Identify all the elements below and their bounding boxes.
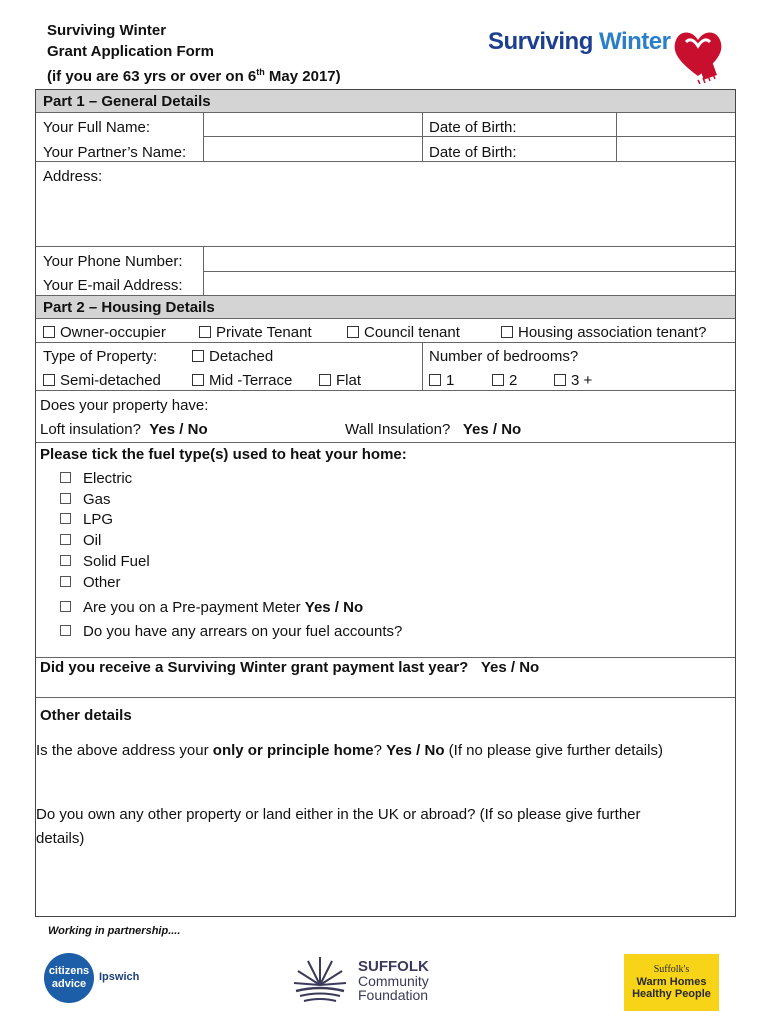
address-field[interactable]	[36, 186, 733, 246]
wall-yes-no[interactable]: Yes / No	[462, 421, 522, 438]
checkbox[interactable]	[347, 326, 359, 338]
tenure-council[interactable]: Council tenant	[347, 324, 460, 342]
checkbox[interactable]	[60, 472, 71, 483]
dob-field-1[interactable]	[617, 113, 733, 135]
type-mid-terrace[interactable]: Mid -Terrace	[192, 372, 292, 390]
fuel-other[interactable]: Other	[60, 574, 121, 592]
warm-homes-logo: Suffolk's Warm Homes Healthy People	[624, 954, 719, 1011]
checkbox[interactable]	[192, 350, 204, 362]
other-details-field[interactable]	[36, 850, 733, 914]
email-field[interactable]	[204, 272, 733, 294]
dob-label-1: Date of Birth:	[429, 119, 517, 136]
bedrooms-2[interactable]: 2	[492, 372, 517, 390]
fuel-heading: Please tick the fuel type(s) used to heat your home:	[40, 446, 407, 463]
checkbox[interactable]	[60, 601, 71, 612]
property-type-label: Type of Property:	[43, 348, 158, 365]
principle-home-question: Is the above address your only or principle home? Yes / No (If no please give further details)	[36, 742, 663, 759]
checkbox[interactable]	[199, 326, 211, 338]
principle-home-yes-no[interactable]: Yes / No	[386, 742, 445, 759]
fuel-solid[interactable]: Solid Fuel	[60, 553, 150, 571]
checkbox[interactable]	[60, 576, 71, 587]
bedrooms-label: Number of bedrooms?	[429, 348, 579, 365]
tenure-owner[interactable]: Owner-occupier	[43, 324, 166, 342]
partner-name-field[interactable]	[204, 137, 422, 161]
checkbox[interactable]	[60, 625, 71, 636]
email-label: Your E-mail Address:	[43, 277, 183, 294]
bedrooms-1[interactable]: 1	[429, 372, 454, 390]
other-property-question: Do you own any other property or land either in the UK or abroad? (If so please give further	[36, 806, 641, 823]
loft-insulation: Loft insulation? Yes / No	[40, 421, 208, 438]
heart-scarf-icon	[672, 28, 724, 84]
fuel-oil[interactable]: Oil	[60, 532, 101, 550]
fuel-lpg[interactable]: LPG	[60, 511, 113, 529]
title-line-1: Surviving Winter	[47, 22, 167, 39]
checkbox[interactable]	[60, 534, 71, 545]
prepayment-meter[interactable]: Are you on a Pre-payment Meter Yes / No	[60, 599, 363, 617]
fuel-arrears[interactable]: Do you have any arrears on your fuel accounts?	[60, 623, 402, 641]
checkbox[interactable]	[43, 374, 55, 386]
other-details-heading: Other details	[40, 707, 132, 724]
type-flat[interactable]: Flat	[319, 372, 361, 390]
checkbox[interactable]	[554, 374, 566, 386]
checkbox[interactable]	[429, 374, 441, 386]
last-year-question: Did you receive a Surviving Winter grant payment last year? Yes / No	[40, 659, 540, 676]
checkbox[interactable]	[501, 326, 513, 338]
dob-label-2: Date of Birth:	[429, 144, 517, 161]
title-line-2: Grant Application Form	[47, 43, 214, 60]
full-name-label: Your Full Name:	[43, 119, 150, 136]
partnership-label: Working in partnership....	[48, 925, 181, 937]
dob-field-2[interactable]	[617, 137, 733, 161]
full-name-field[interactable]	[204, 113, 422, 135]
sun-rays-icon	[292, 955, 348, 1003]
wall-insulation: Wall Insulation? Yes / No	[345, 421, 522, 438]
phone-field[interactable]	[204, 247, 733, 270]
checkbox[interactable]	[192, 374, 204, 386]
type-detached[interactable]: Detached	[192, 348, 273, 366]
bedrooms-3-plus[interactable]: 3 +	[554, 372, 592, 390]
checkbox[interactable]	[43, 326, 55, 338]
other-property-question-cont: details)	[36, 830, 85, 847]
checkbox[interactable]	[319, 374, 331, 386]
part1-heading: Part 1 – General Details	[43, 93, 211, 110]
part2-heading: Part 2 – Housing Details	[43, 299, 215, 316]
property-have-label: Does your property have:	[40, 397, 209, 414]
citizens-advice-logo: citizens advice	[44, 953, 94, 1003]
tenure-private[interactable]: Private Tenant	[199, 324, 312, 342]
tenure-housing-association[interactable]: Housing association tenant?	[501, 324, 706, 342]
application-form	[35, 89, 736, 917]
checkbox[interactable]	[492, 374, 504, 386]
checkbox[interactable]	[60, 555, 71, 566]
address-label: Address:	[43, 168, 103, 185]
phone-label: Your Phone Number:	[43, 253, 183, 270]
fuel-gas[interactable]: Gas	[60, 491, 111, 509]
loft-yes-no[interactable]: Yes / No	[149, 421, 208, 438]
partner-name-label: Your Partner’s Name:	[43, 144, 187, 161]
last-year-yes-no[interactable]: Yes / No	[480, 659, 540, 676]
surviving-winter-logo: Surviving Winter	[488, 28, 671, 55]
fuel-electric[interactable]: Electric	[60, 470, 132, 488]
ipswich-label: Ipswich	[99, 971, 140, 983]
type-semi[interactable]: Semi-detached	[43, 372, 161, 390]
checkbox[interactable]	[60, 513, 71, 524]
checkbox[interactable]	[60, 493, 71, 504]
title-line-3: (if you are 63 yrs or over on 6th May 2017)	[47, 67, 341, 85]
suffolk-community-foundation-logo: SUFFOLK Community Foundation	[358, 958, 429, 1003]
form-title	[47, 20, 341, 87]
